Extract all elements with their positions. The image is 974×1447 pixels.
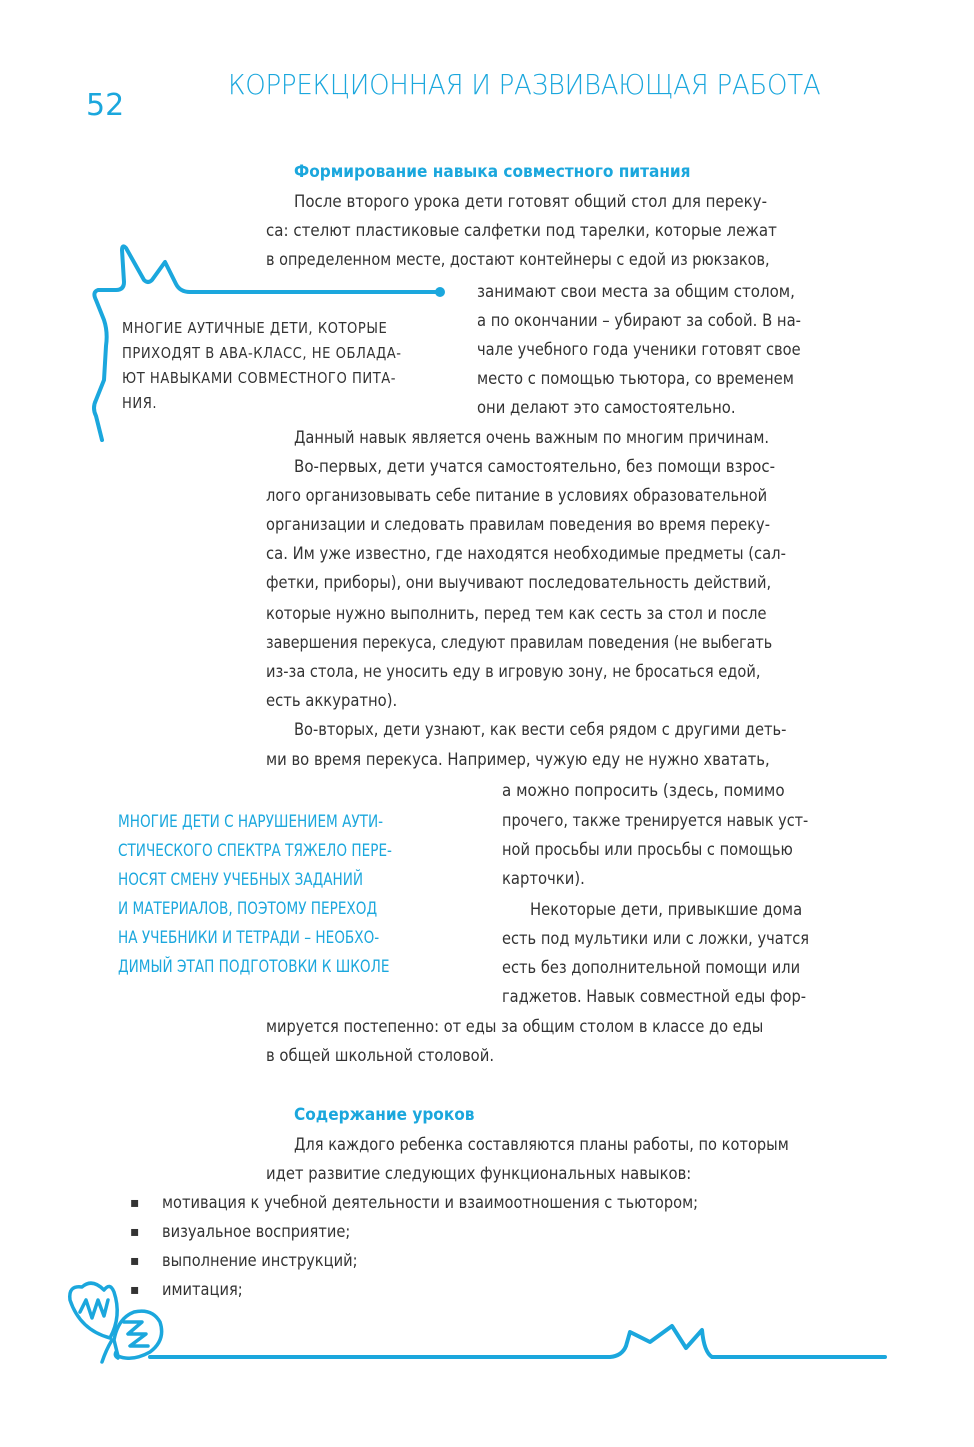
body-line: лого организовывать себе питание в условиях образовательной — [266, 486, 768, 506]
body-line: прочего, также тренируется навык уст- — [502, 811, 809, 831]
body-line: ной просьбы или просьбы с помощью — [502, 840, 793, 860]
body-line: фетки, приборы), они выучивают последовательность действий, — [266, 573, 772, 593]
running-title: КОРРЕКЦИОННАЯ И РАЗВИВАЮЩАЯ РАБОТА — [228, 68, 821, 101]
page-number: 52 — [86, 88, 125, 123]
body-line: Данный навык является очень важным по многим причинам. — [294, 428, 770, 448]
body-line: идет развитие следующих функциональных навыков: — [266, 1164, 692, 1184]
body-line: Для каждого ребенка составляются планы работы, по которым — [294, 1135, 789, 1155]
body-line: организации и следовать правилам поведения во время переку- — [266, 515, 770, 535]
list-item: выполнение инструкций; — [162, 1251, 358, 1271]
frame-dot-icon — [435, 287, 445, 297]
bullet-icon: ▪ — [130, 1253, 140, 1269]
section-title: Формирование навыка совместного питания — [294, 162, 691, 181]
body-line: которые нужно выполнить, перед тем как сесть за стол и после — [266, 604, 767, 624]
callout-line: ЮТ НАВЫКАМИ СОВМЕСТНОГО ПИТА- — [122, 369, 397, 387]
body-line: есть без дополнительной помощи или — [502, 958, 801, 978]
body-line: са: стелют пластиковые салфетки под тарелки, которые лежат — [266, 221, 777, 241]
body-line: ми во время перекуса. Например, чужую еду не нужно хватать, — [266, 750, 770, 770]
list-item: мотивация к учебной деятельности и взаимоотношения с тьютором; — [162, 1193, 699, 1213]
bullet-icon: ▪ — [130, 1195, 140, 1211]
list-item: визуальное восприятие; — [162, 1222, 351, 1242]
callout-line: СТИЧЕСКОГО СПЕКТРА ТЯЖЕЛО ПЕРЕ- — [118, 841, 392, 861]
body-line: в определенном месте, достают контейнеры с едой из рюкзаков, — [266, 250, 770, 270]
body-line: есть под мультики или с ложки, учатся — [502, 929, 810, 949]
body-line: они делают это самостоятельно. — [477, 398, 736, 418]
body-line: место с помощью тьютора, со временем — [477, 369, 794, 389]
callout-line: ПРИХОДЯТ В АВА-КЛАСС, НЕ ОБЛАДА- — [122, 344, 402, 362]
butterfly-doodle-icon — [70, 1283, 162, 1362]
body-line: есть аккуратно). — [266, 691, 398, 711]
body-line: Во-вторых, дети узнают, как вести себя рядом с другими деть- — [294, 720, 787, 740]
body-line: а по окончании – убирают за собой. В на- — [477, 311, 801, 331]
bullet-icon: ▪ — [130, 1282, 140, 1298]
body-line: из-за стола, не уносить еду в игровую зону, не бросаться едой, — [266, 662, 761, 682]
callout-line: МНОГИЕ ДЕТИ С НАРУШЕНИЕМ АУТИ- — [118, 812, 384, 832]
callout-line: НИЯ. — [122, 394, 158, 412]
body-line: занимают свои места за общим столом, — [477, 282, 795, 302]
body-line: в общей школьной столовой. — [266, 1046, 495, 1066]
wave-line-icon — [150, 1326, 885, 1357]
callout-line: И МАТЕРИАЛОВ, ПОЭТОМУ ПЕРЕХОД — [118, 899, 378, 919]
callout-line: МНОГИЕ АУТИЧНЫЕ ДЕТИ, КОТОРЫЕ — [122, 319, 388, 337]
callout-line: НОСЯТ СМЕНУ УЧЕБНЫХ ЗАДАНИЙ — [118, 870, 364, 890]
body-line: Во-первых, дети учатся самостоятельно, без помощи взрос- — [294, 457, 776, 477]
list-item: имитация; — [162, 1280, 243, 1300]
body-line: завершения перекуса, следуют правилам поведения (не выбегать — [266, 633, 773, 653]
body-line: чале учебного года ученики готовят свое — [477, 340, 801, 360]
body-line: карточки). — [502, 869, 585, 889]
body-line: а можно попросить (здесь, помимо — [502, 781, 785, 801]
section-title: Содержание уроков — [294, 1105, 475, 1124]
body-line: мируется постепенно: от еды за общим столом в классе до еды — [266, 1017, 764, 1037]
callout-line: НА УЧЕБНИКИ И ТЕТРАДИ – НЕОБХО- — [118, 928, 380, 948]
body-line: Некоторые дети, привыкшие дома — [530, 900, 803, 920]
body-line: гаджетов. Навык совместной еды фор- — [502, 987, 807, 1007]
callout-line: ДИМЫЙ ЭТАП ПОДГОТОВКИ К ШКОЛЕ — [118, 957, 390, 977]
body-line: После второго урока дети готовят общий стол для переку- — [294, 192, 768, 212]
body-line: са. Им уже известно, где находятся необходимые предметы (сал- — [266, 544, 786, 564]
bullet-icon: ▪ — [130, 1224, 140, 1240]
